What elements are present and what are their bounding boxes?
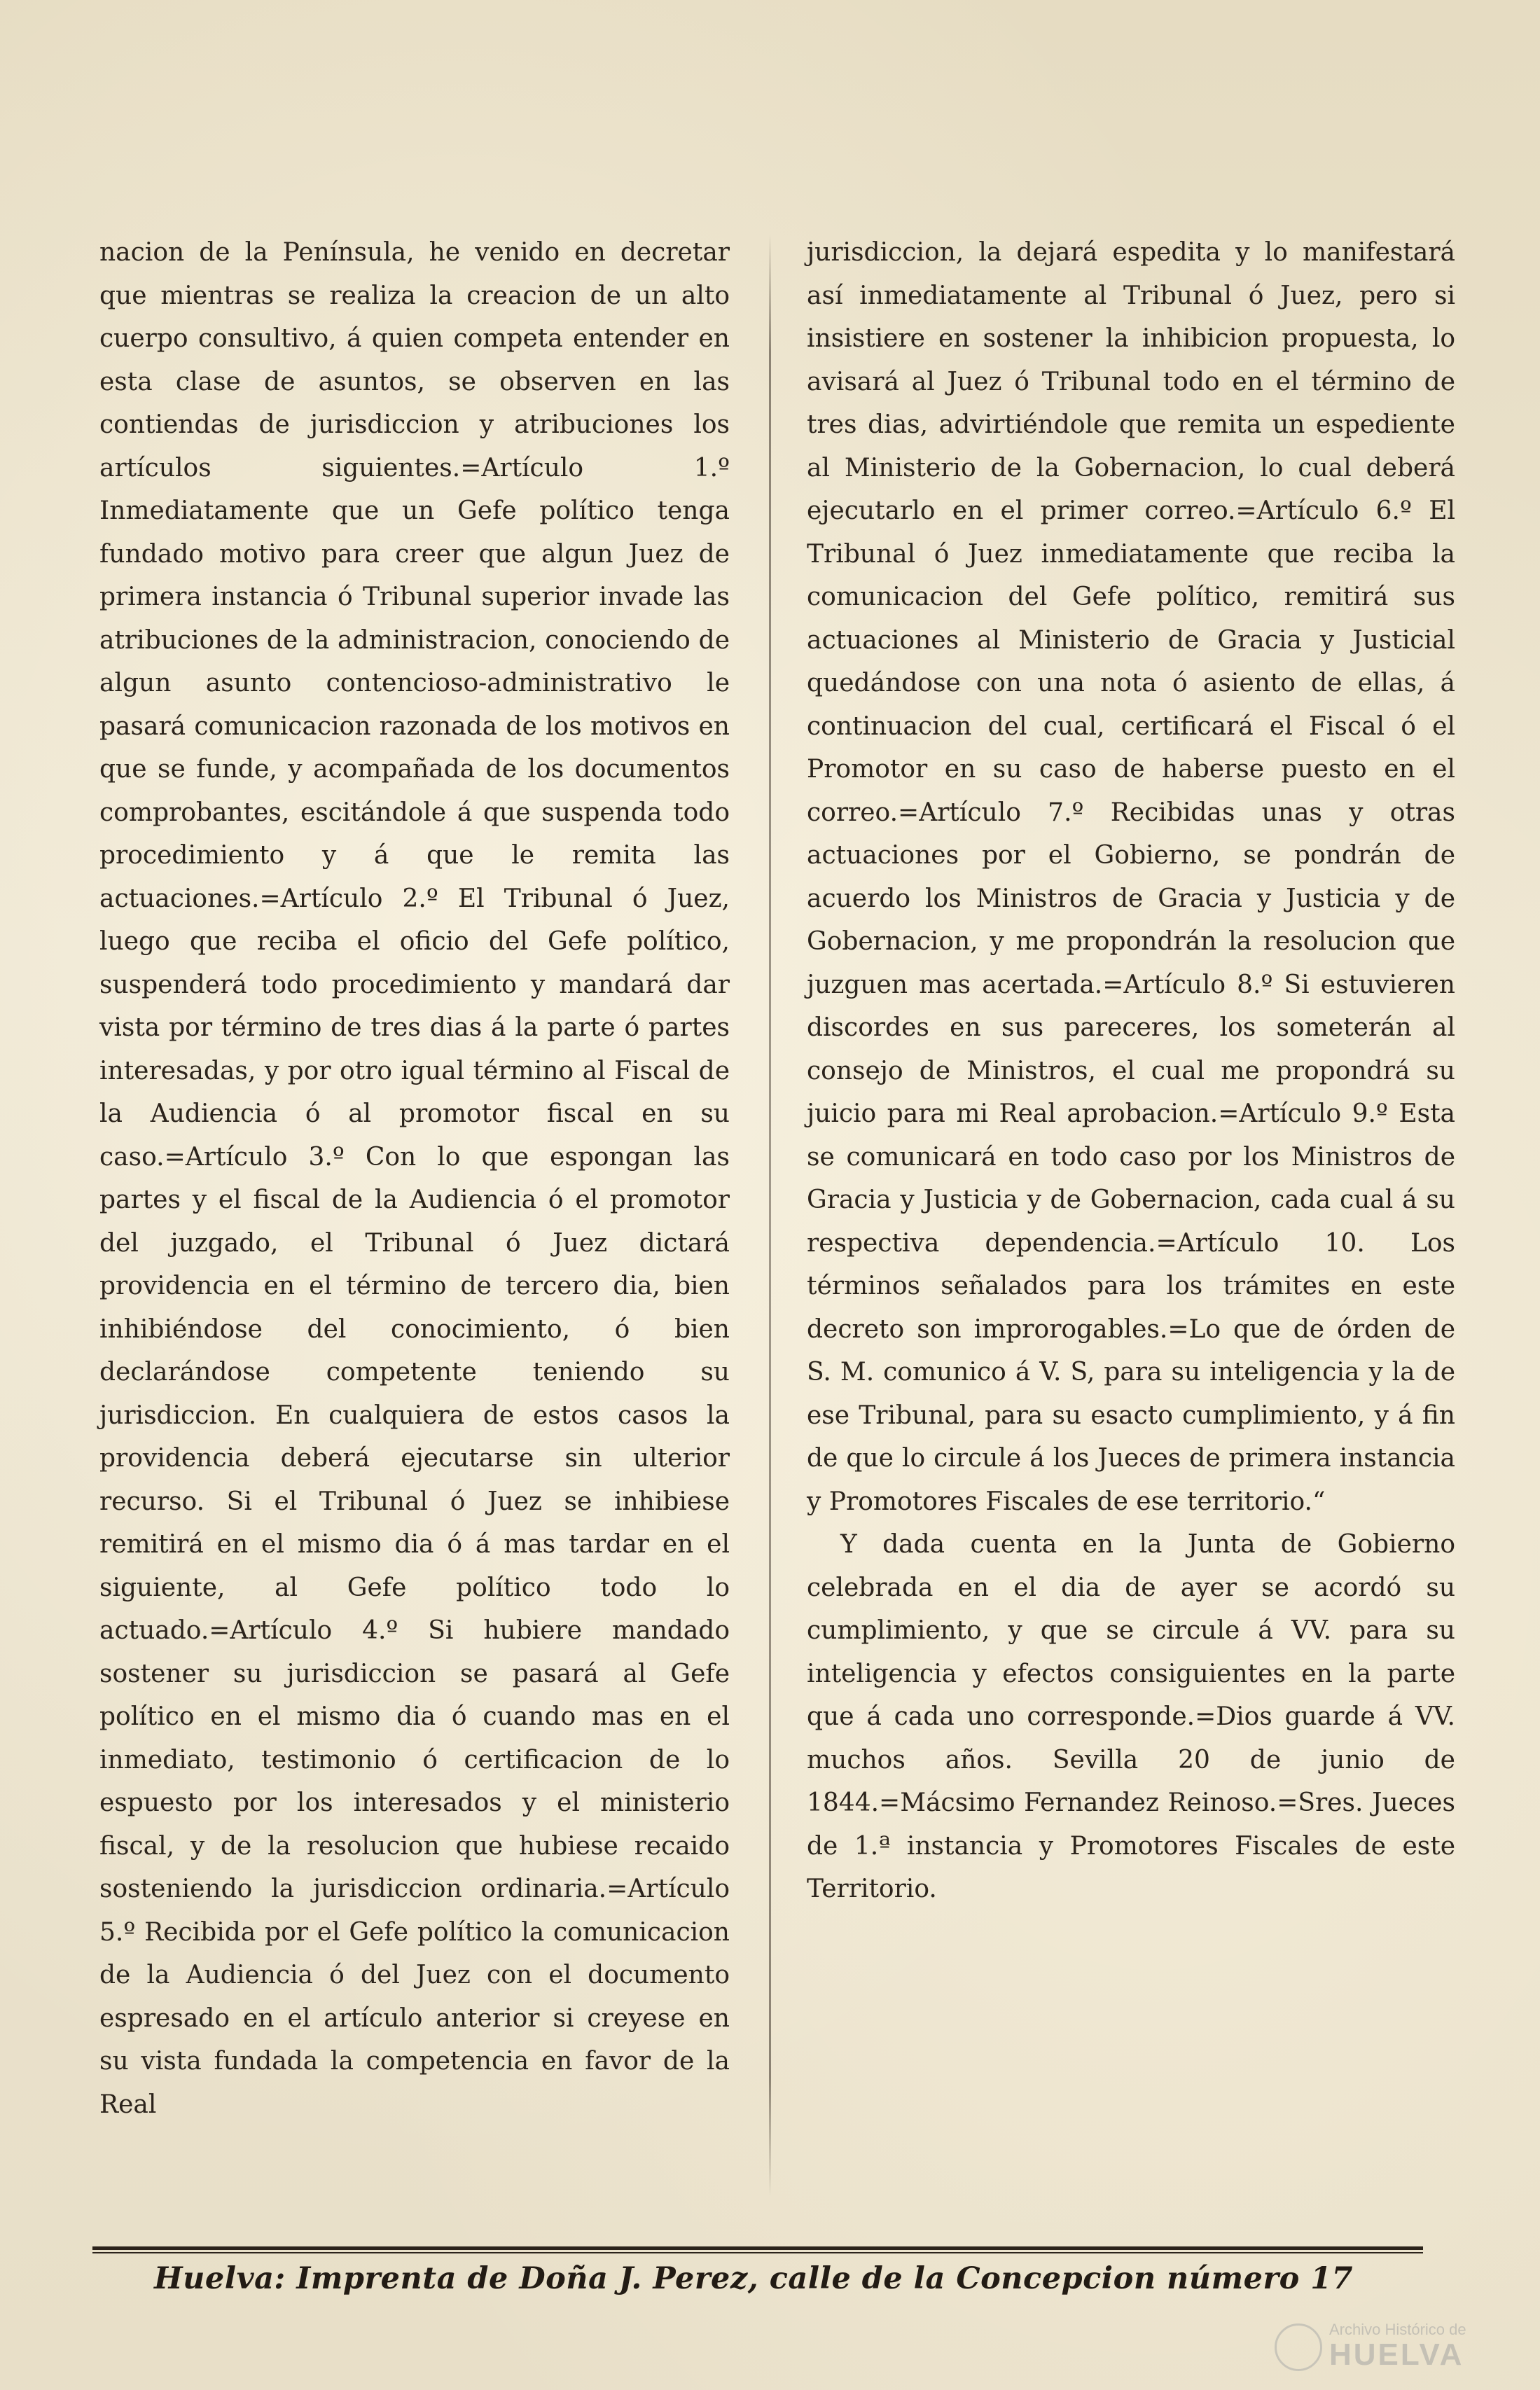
archive-watermark — [1275, 2318, 1527, 2374]
footer-rule — [92, 2246, 1423, 2250]
paragraph: nacion de la Península, he venido en decretar que mientras se realiza la creacion de un alto cuerpo consultivo, á quien competa entender en esta clase de asuntos, se observen en las contiendas de jurisdiccion y atribuciones los artículos siguientes.=Artículo 1.º Inmediatamente que un Gefe político tenga fundado motivo para creer que algun Juez de primera instancia ó Tribunal superior invade las atribuciones de la administracion, conociendo de algun asunto contencioso-administrativo le pasará comunicacion razonada de los motivos en que se funde, y acompañada de los documentos comprobantes, escitándole á que suspenda todo procedimiento y á que le remita las actuaciones.=Artículo 2.º El Tribunal ó Juez, luego que reciba el oficio del Gefe político, suspenderá todo procedimiento y mandará dar vista por término de tres dias á la parte ó partes interesadas, y por otro igual término al Fiscal de la Audiencia ó al promotor fiscal en su caso.=Artículo 3.º Con lo que espongan las partes y el fiscal de la Audiencia ó el promotor del juzgado, el Tribunal ó Juez dictará providencia en el término de tercero dia, bien inhibiéndose del conocimiento, ó bien declarándose competente teniendo su jurisdiccion. En cualquiera de estos casos la providencia deberá ejecutarse sin ulterior recurso. Si el Tribunal ó Juez se inhibiese remitirá en el mismo dia ó á mas tardar en el siguiente, al Gefe político todo lo actuado.=Artículo 4.º Si hubiere mandado sostener su jurisdiccion se pasará al Gefe político en el mismo dia ó cuando mas en el inmediato, testimonio ó certificacion de lo espuesto por los interesados y el ministerio fiscal, y de la resolucion que hubiese recaido sosteniendo la jurisdiccion ordinaria.=Artículo 5.º Recibida por el Gefe político la comunicacion de la Audiencia ó del Juez con el documento espresado en el artículo anterior si creyese en su vista fundada la competencia en favor de la Real — [99, 238, 730, 2119]
paragraph: jurisdiccion, la dejará espedita y lo manifestará así inmediatamente al Tribunal ó Juez, pero si insistiere en sostener la inhibicion propuesta, lo avisará al Juez ó Tribunal todo en el término de tres dias, advirtiéndole que remita un espediente al Ministerio de la Gobernacion, lo cual deberá ejecutarlo en el primer correo.=Artículo 6.º El Tribunal ó Juez inmediatamente que reciba la comunicacion del Gefe político, remitirá sus actuaciones al Ministerio de Gracia y Justicial quedándose con una nota ó asiento de ellas, á continuacion del cual, certificará el Fiscal ó el Promotor en su caso de haberse puesto en el correo.=Artículo 7.º Recibidas unas y otras actuaciones por el Gobierno, se pondrán de acuerdo los Ministros de Gracia y Justicia y de Gobernacion, y me propondrán la resolucion que juzguen mas acertada.=Artículo 8.º Si estuvieren discordes en sus pareceres, los someterán al consejo de Ministros, el cual me propondrá su juicio para mi Real aprobacion.=Artículo 9.º Esta se comunicará en todo caso por los Ministros de Gracia y Justicia y de Gobernacion, cada cual á su respectiva dependencia.=Artículo 10. Los términos señalados para los trámites en este decreto son improrogables.=Lo que de órden de S. M. comunico á V. S, para su inteligencia y la de ese Tribunal, para su esacto cumplimiento, y á fin de que lo circule á los Jueces de primera instancia y Promotores Fiscales de ese territorio.“ — [807, 238, 1455, 1516]
right-column — [807, 231, 1455, 1911]
imprint-line: Huelva: Imprenta de Doña J. Perez, calle de la Concepcion número 17 — [154, 2261, 1354, 2296]
column-divider — [769, 235, 771, 2195]
watermark-line1: Archivo Histórico de — [1329, 2321, 1466, 2338]
paragraph-closing: Y dada cuenta en la Junta de Gobierno celebrada en el dia de ayer se acordó su cumplimiento, y que se circule á VV. para su inteligencia y efectos consiguientes en la parte que á cada uno corresponde.=Dios guarde á VV. muchos años. Sevilla 20 de junio de 1844.=Mácsimo Fernandez Reinoso.=Sres. Jueces de 1.ª instancia y Promotores Fiscales de este Territorio. — [807, 1530, 1455, 1903]
left-column — [99, 231, 730, 2126]
archive-logo-icon — [1275, 2323, 1322, 2371]
footer-rule-thin — [92, 2252, 1423, 2253]
watermark-line2: HUELVA — [1329, 2337, 1464, 2372]
